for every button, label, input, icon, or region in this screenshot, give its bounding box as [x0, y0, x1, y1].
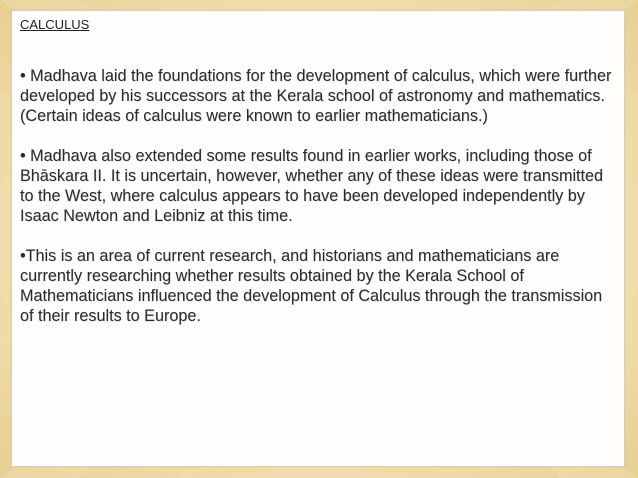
paragraph-3: •This is an area of current research, and historians and mathematicians are currently researching whether results obtained by the Kerala School of Mathematicians influenced the development of Calculus through the transmission of their results to Europe. — [20, 247, 603, 325]
slide-content — [20, 17, 620, 346]
paragraph-1: • Madhava laid the foundations for the development of calculus, which were further developed by his successors at the Kerala school of astronomy and mathematics. (Certain ideas of calculus were known to earlier mathematicians.) — [20, 67, 612, 125]
paragraph-2: • Madhava also extended some results found in earlier works, including those of Bhāskara II. It is uncertain, however, whether any of these ideas were transmitted to the West, where calculus appears to have been developed independently by Isaac Newton and Leibniz at this time. — [20, 147, 604, 225]
slide-title: CALCULUS — [20, 17, 90, 32]
